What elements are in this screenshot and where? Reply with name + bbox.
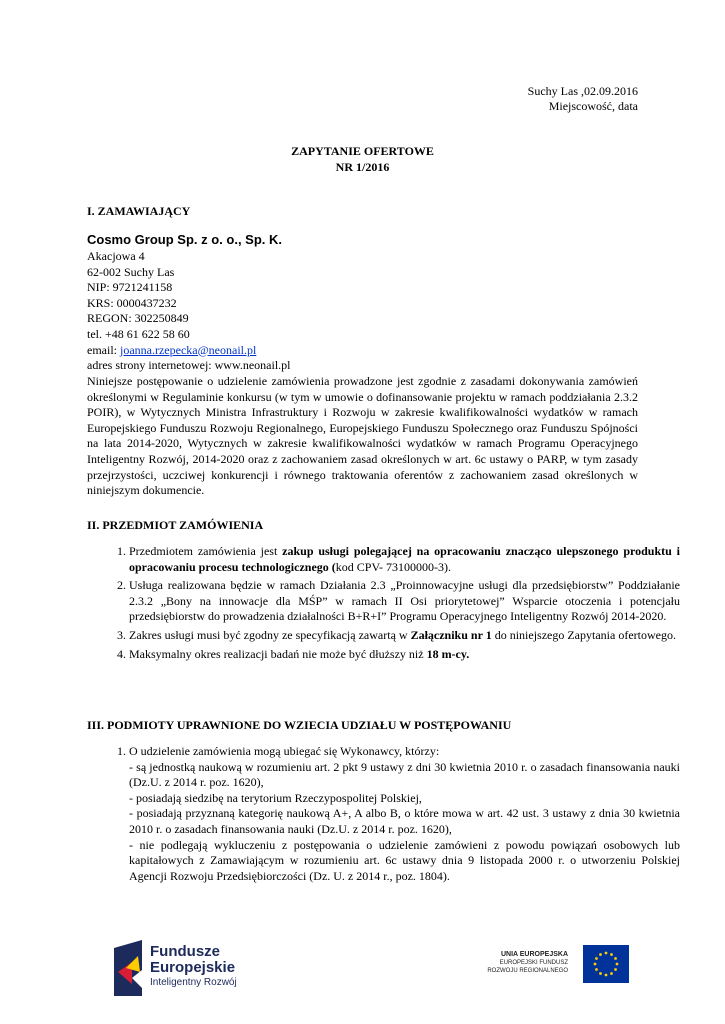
criterion-2: - posiadają siedzibę na terytorium Rzeczypospolitej Polskiej, xyxy=(129,790,422,805)
fe-line-2: Europejskie xyxy=(150,959,236,976)
city: 62-002 Suchy Las xyxy=(87,264,175,279)
phone: tel. +48 61 622 58 60 xyxy=(87,326,190,341)
eu-flag-icon xyxy=(583,945,629,983)
section-1-paragraph: Niniejsze postępowanie o udzielenie zamówienia prowadzone jest zgodnie z zasadami dokonywania zamówień określonymi w Regulaminie konkursu (w tym w umowie o dofinansowanie projektu w ramach poddziałania 2.3.2 POIR), w Wytycznych Ministra Infrastruktury i Rozwoju w zakresie kwalifikowalności wydatków w ramach Europejskiego Funduszu Rozwoju Regionalnego, Europejskiego Funduszu Społecznego oraz Funduszu Spójności na lata 2014-2020, Wytycznych w zakresie kwalifikowalności wydatków w ramach Programu Operacyjnego Inteligentny Rozwój, 2014-2020 oraz z zachowaniem zasad określonych w art. 6c ustawy o PARP, w tym zasady przejrzystości, uczciwej konkurencji i równego traktowania oferentów z zachowaniem zasad określonych w niniejszym dokumencie. xyxy=(87,374,638,498)
eu-star xyxy=(610,953,613,956)
criterion-3: - posiadają przyznaną kategorię naukową A+, A albo B, o które mowa w art. 42 ust. 3 ustawy z dnia 30 kwietnia 2010 r. o zasadach finansowania nauki (Dz.U. z 2014 r. poz. 1620), xyxy=(129,806,680,836)
eu-star xyxy=(616,963,619,966)
fe-logo-text xyxy=(150,944,237,990)
title-line-2: NR 1/2016 xyxy=(335,160,390,174)
eu-star xyxy=(614,968,617,971)
item-bold-text: Załączniku nr 1 xyxy=(410,627,492,642)
item-text: Maksymalny okres realizacji badań nie może być dłuższy niż xyxy=(129,646,427,661)
section-3-list xyxy=(87,744,680,887)
eu-star xyxy=(610,972,613,975)
email-line xyxy=(87,343,291,359)
criterion-1: - są jednostką naukową w rozumieniu art. 2 pkt 9 ustawy z dni 30 kwietnia 2010 r. o zasadach finansowania nauki (Dz.U. z 2014 r. poz. 1620), xyxy=(129,759,680,790)
document-title xyxy=(0,143,725,175)
company-name: Cosmo Group Sp. z o. o., Sp. K. xyxy=(87,232,282,247)
eu-line-1: UNIA EUROPEJSKA xyxy=(500,951,568,958)
section-3-heading: III. PODMIOTY UPRAWNIONE DO WZIECIA UDZIAŁU W POSTĘPOWANIU xyxy=(87,718,512,732)
section-2-list xyxy=(87,544,680,665)
eu-star xyxy=(595,957,598,960)
fe-line-1: Fundusze xyxy=(150,943,220,960)
nip: NIP: 9721241158 xyxy=(87,280,173,295)
place-date-block xyxy=(528,84,638,114)
list-item xyxy=(129,744,680,884)
list-item xyxy=(129,544,680,575)
eu-line-2: EUROPEJSKI FUNDUSZ xyxy=(499,960,568,966)
website: adres strony internetowej: www.neonail.pl xyxy=(87,358,291,373)
list-item xyxy=(129,628,680,644)
fe-line-3: Inteligentny Rozwój xyxy=(150,977,237,988)
eu-star xyxy=(605,974,608,977)
item-text: kod CPV- 73100000-3). xyxy=(335,559,451,574)
place-date-label: Miejscowość, data xyxy=(548,99,638,113)
item-text: Przedmiotem zamówienia jest xyxy=(129,544,283,558)
section-1-heading: I. ZAMAWIAJĄCY xyxy=(87,204,191,218)
item-text: do niniejszego Zapytania ofertowego. xyxy=(491,627,676,642)
criterion-4: - nie podlegają wykluczeniu z postępowania o udzielenie zamówieni z powodu powiązań osobowych lub kapitałowych z Zamawiającym w rozumieniu art. 6c ustawy dnia 9 listopada 2000 r. o utworzeniu Polskiej Agencji Rozwoju Przedsiębiorczości (Dz. U. z 2014 r., poz. 1804). xyxy=(129,837,680,883)
eu-star xyxy=(599,953,602,956)
item-text: Zakres usługi musi być zgodny ze specyfikacją zawartą w xyxy=(129,627,411,642)
list-item: 2. Usługa realizowana będzie w ramach Działania 2.3 „Proinnowacyjne usługi dla przedsiębiorstw” Poddziałanie 2.3.2 „Bony na innowacje dla MŚP” w ramach II Osi priorytetowej” Wsparcie otoczenia i potencjału przedsiębiorstw do prowadzenia działalności B+R+I” Programu Operacyjnego Inteligentny Rozwój 2014-2020. xyxy=(129,578,680,625)
eu-logo-text xyxy=(478,951,568,975)
regon: REGON: 302250849 xyxy=(87,311,189,326)
email-link[interactable]: joanna.rzepecka@neonail.pl xyxy=(120,342,257,357)
place-date: Suchy Las ,02.09.2016 xyxy=(527,84,638,98)
eu-star xyxy=(595,968,598,971)
eu-star xyxy=(594,963,597,966)
list-item xyxy=(129,647,680,663)
section-2-heading: II. PRZEDMIOT ZAMÓWIENIA xyxy=(87,518,264,532)
eu-star xyxy=(614,957,617,960)
title-line-1: ZAPYTANIE OFERTOWE xyxy=(291,144,434,158)
eu-line-3: ROZWOJU REGIONALNEGO xyxy=(487,968,568,974)
eu-star xyxy=(605,952,608,955)
item-intro: 1. O udzielenie zamówienia mogą ubiegać się Wykonawcy, którzy: xyxy=(129,744,440,758)
eu-star xyxy=(599,972,602,975)
street: Akacjowa 4 xyxy=(87,249,145,263)
contact-details xyxy=(87,249,291,374)
item-bold-text: zakup usługi polegającej na opracowaniu znacząco ulepszonego produktu i opracowaniu procesu technologicznego ( xyxy=(129,544,680,574)
eu-flag-field xyxy=(583,945,629,983)
item-bold-text: 18 m-cy. xyxy=(426,646,470,661)
krs: KRS: 0000437232 xyxy=(87,295,177,310)
email-label: email: xyxy=(87,342,120,357)
